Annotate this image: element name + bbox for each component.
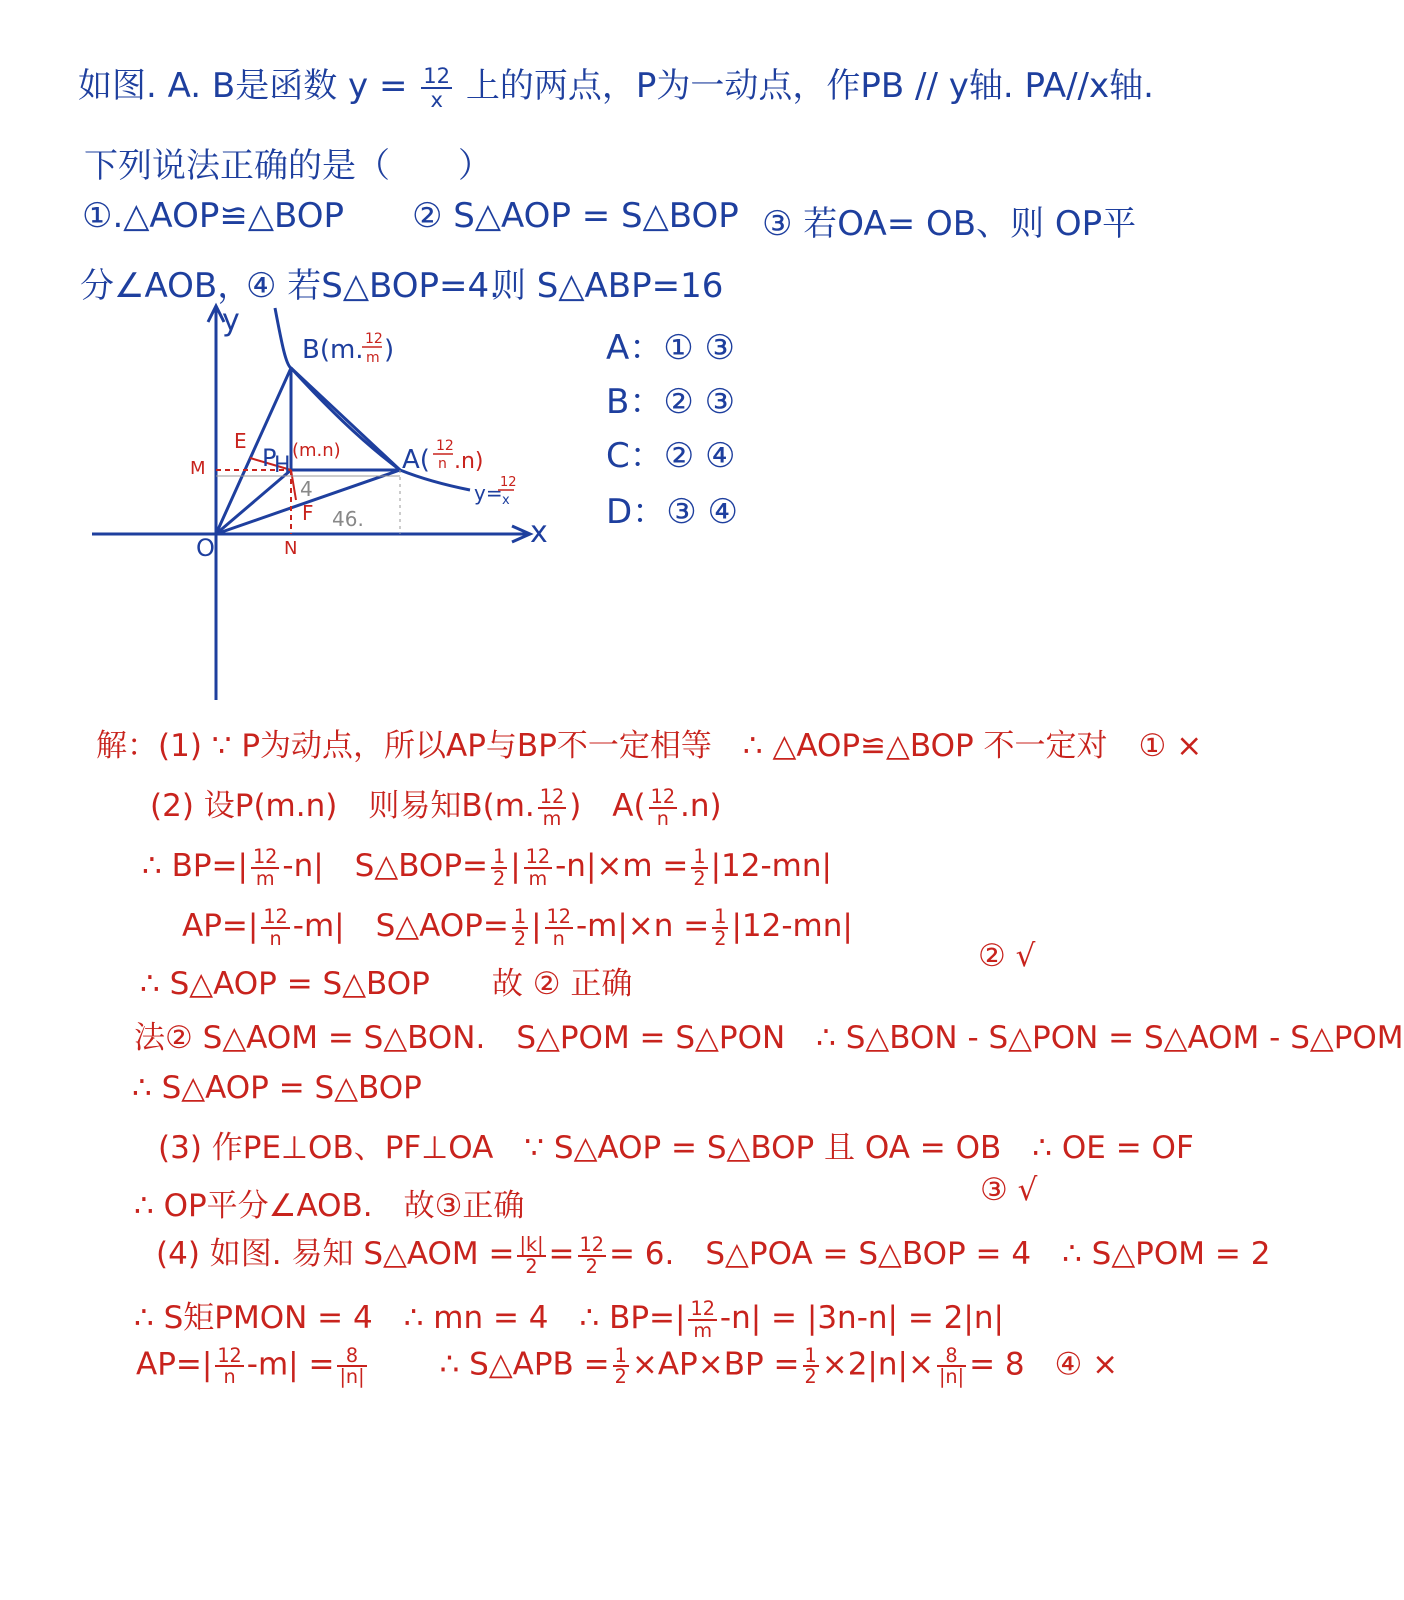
frac-num: 1	[693, 845, 706, 869]
x-axis-label: x	[530, 515, 548, 550]
segment-OB	[216, 368, 291, 534]
segment-OP	[216, 470, 291, 534]
area-half-2	[803, 1344, 819, 1389]
question-intro: 如图. A. B是函数	[78, 66, 338, 106]
solution-conclusion-2: ∴ S△AOP = S△BOP 故 ② 正确	[140, 966, 633, 1002]
option-a-label: A：	[606, 328, 664, 368]
half-frac	[491, 845, 507, 890]
frac-den: 2	[693, 866, 706, 890]
frac-num: 8	[345, 1344, 359, 1367]
half-frac-4	[712, 905, 728, 950]
bp-text-b: -n| S△BOP=	[282, 848, 488, 884]
function-y: y =	[348, 66, 408, 106]
statement-4-result: 则 S△ABP=16	[492, 266, 724, 306]
area-text-b: -m| =	[246, 1346, 335, 1383]
function-denominator: x	[421, 87, 452, 110]
mark-statement-4: ④ ×	[1054, 1346, 1119, 1383]
point-N-label: N	[284, 538, 298, 559]
solution-part-4-area	[136, 1344, 1119, 1389]
mn-frac	[688, 1297, 716, 1342]
bp-text-d: -n|×m =	[555, 848, 689, 884]
segment-PF	[291, 470, 296, 500]
frac-den: |n|	[938, 1365, 965, 1389]
frac-num: 12	[579, 1233, 604, 1257]
ap-text-a: AP=|	[182, 908, 259, 944]
point-B-close: )	[384, 335, 395, 365]
p4-text-b: =	[548, 1236, 575, 1272]
frac-num: 12	[252, 845, 278, 869]
frac-den: 2	[614, 1365, 627, 1389]
frac-num: 12	[217, 1344, 242, 1367]
point-E-label: E	[234, 429, 247, 453]
frac-num: 12	[525, 845, 551, 869]
half-frac-3	[512, 905, 528, 950]
frac-num: 1	[714, 905, 727, 929]
solution-method-2-result: ∴ S△AOP = S△BOP	[132, 1070, 422, 1106]
statement-1: ①.△AOP≌△BOP	[82, 196, 344, 236]
mark-statement-2: ② √	[978, 938, 1036, 974]
frac-den: 2	[517, 1255, 545, 1276]
solution-p2-frac-1	[538, 785, 566, 830]
solution-part-4-mn	[134, 1292, 1004, 1340]
frac-num: 1	[493, 845, 506, 869]
frac-den: 2	[493, 866, 506, 890]
ap-text-c: |	[531, 908, 542, 944]
mn-text-b: -n| = |3n-n| = 2|n|	[719, 1300, 1004, 1336]
pencil-note-4: 4	[300, 477, 313, 501]
frac-num: 12	[546, 905, 571, 929]
ap-text-d: -m|×n =	[575, 908, 710, 944]
statement-3-cont: 分∠AOB，	[80, 266, 252, 306]
point-A-denominator: n	[438, 456, 447, 472]
mn-text-a: ∴ S矩PMON = 4 ∴ mn = 4 ∴ BP=|	[134, 1300, 686, 1336]
point-P-coords: (m.n)	[292, 440, 341, 461]
frac-den: m	[688, 1319, 716, 1340]
option-c-value: ② ④	[663, 436, 736, 476]
option-d-label: D：	[606, 492, 667, 532]
area-text-f: = 8	[969, 1346, 1025, 1383]
option-b-value: ② ③	[663, 382, 736, 422]
area-half-1	[613, 1344, 629, 1389]
frac-den: 2	[714, 926, 727, 950]
curve-denominator: x	[502, 493, 510, 508]
p4-text-a: (4) 如图. 易知 S△AOM =	[156, 1236, 515, 1272]
frac-num: 1	[614, 1344, 627, 1367]
frac-num: 12	[650, 785, 676, 809]
point-P-label: P	[262, 444, 277, 472]
area-frac-3	[937, 1344, 966, 1389]
point-H-label: H	[274, 453, 291, 478]
option-d-value: ③ ④	[666, 492, 738, 532]
frac-den: m	[251, 867, 279, 888]
solution-method-2: 法② S△AOM = S△BON. S△POM = S△PON ∴ S△BON - S△PON = S△AOM - S△POM	[134, 1020, 1404, 1056]
pencil-note-46: 46.	[332, 507, 364, 531]
p4-text-c: = 6. S△POA = S△BOP = 4 ∴ S△POM = 2	[608, 1236, 1271, 1272]
function-numerator: 12	[423, 63, 451, 89]
mark-statement-3: ③ √	[980, 1172, 1038, 1208]
solution-p2-text-b: ) A(	[569, 788, 646, 824]
frac-den: 2	[513, 926, 527, 950]
frac-den: n	[649, 807, 677, 828]
solution-p2-text-c: .n)	[680, 788, 722, 824]
half-frac-2	[691, 845, 707, 890]
bp-text-a: ∴ BP=|	[142, 848, 248, 884]
frac-num: 12	[539, 785, 565, 809]
point-A-numerator: 12	[436, 438, 454, 454]
statement-4: ④ 若S△BOP=4.	[246, 266, 500, 306]
statement-2: ② S△AOP = S△BOP	[412, 196, 739, 236]
frac-num: 1	[513, 905, 527, 929]
solution-p2-text-a: (2) 设P(m.n) 则易知B(m.	[150, 788, 535, 824]
solution-p2-frac-2	[649, 785, 677, 830]
bp-frac-2	[524, 845, 552, 890]
area-text-a: AP=|	[136, 1346, 213, 1383]
frac-num: 12	[263, 905, 288, 929]
bp-text-c: |	[510, 848, 521, 884]
k-frac	[517, 1233, 545, 1278]
frac-num: 8	[945, 1344, 958, 1367]
frac-num: 12	[690, 1297, 715, 1321]
frac-den: |n|	[339, 1365, 365, 1389]
frac-den: m	[524, 867, 552, 888]
point-B-label: B(m.	[302, 335, 364, 365]
area-frac-2	[337, 1344, 366, 1389]
frac-num: 1	[804, 1344, 817, 1367]
bp-frac	[251, 845, 279, 890]
twelve-half-frac	[578, 1233, 606, 1278]
origin-label: O	[196, 534, 215, 562]
area-text-d: ×AP×BP =	[631, 1346, 800, 1383]
solution-part-2-setup	[150, 780, 722, 828]
solution-part-1: 解：(1) ∵ P为动点，所以AP与BP不一定相等 ∴ △AOP≌△BOP 不一定对 ① ×	[96, 728, 1203, 764]
ap-frac-2	[545, 905, 573, 950]
solution-ap-line	[182, 900, 853, 948]
solution-bp-line	[142, 840, 832, 888]
point-M-label: M	[190, 458, 206, 479]
frac-den: 2	[578, 1255, 606, 1276]
curve-numerator: 12	[500, 475, 517, 490]
solution-conclusion-3: ∴ OP平分∠AOB. 故③正确	[134, 1188, 525, 1224]
geometry-figure	[0, 0, 1199, 720]
y-axis-label: y	[222, 303, 240, 338]
frac-den: n	[261, 927, 289, 948]
statement-3: ③ 若OA= OB、则 OP平	[762, 204, 1137, 244]
point-B-numerator: 12	[365, 331, 383, 347]
ap-frac	[261, 905, 289, 950]
curve-label: y=	[474, 481, 503, 505]
solution-part-4	[156, 1228, 1270, 1276]
ap-text-e: |12-mn|	[731, 908, 853, 944]
question-line-2: 下列说法正确的是（ ）	[84, 146, 492, 186]
solution-part-3: (3) 作PE⊥OB、PF⊥OA ∵ S△AOP = S△BOP 且 OA = OB ∴ OE = OF	[158, 1130, 1194, 1166]
ap-text-b: -m| S△AOP=	[292, 908, 509, 944]
frac-den: m	[538, 807, 566, 828]
point-F-label: F	[302, 501, 314, 525]
area-frac-1	[215, 1344, 243, 1389]
bp-text-e: |12-mn|	[710, 848, 832, 884]
area-text-e: ×2|n|×	[821, 1346, 934, 1383]
frac-den: n	[545, 927, 573, 948]
area-text-c: ∴ S△APB =	[439, 1346, 610, 1383]
frac-num: |k|	[519, 1233, 544, 1257]
point-A-label: A(	[402, 445, 430, 475]
frac-den: 2	[804, 1365, 817, 1389]
option-a-value: ① ③	[663, 328, 736, 368]
question-intro-rest: 上的两点，P为一动点，作PB // y轴. PA//x轴.	[465, 66, 1154, 106]
option-b-label: B：	[606, 382, 664, 422]
point-A-close: .n)	[454, 449, 484, 474]
point-B-denominator: m	[366, 350, 380, 366]
frac-den: n	[215, 1365, 243, 1386]
option-c-label: C：	[606, 436, 664, 476]
